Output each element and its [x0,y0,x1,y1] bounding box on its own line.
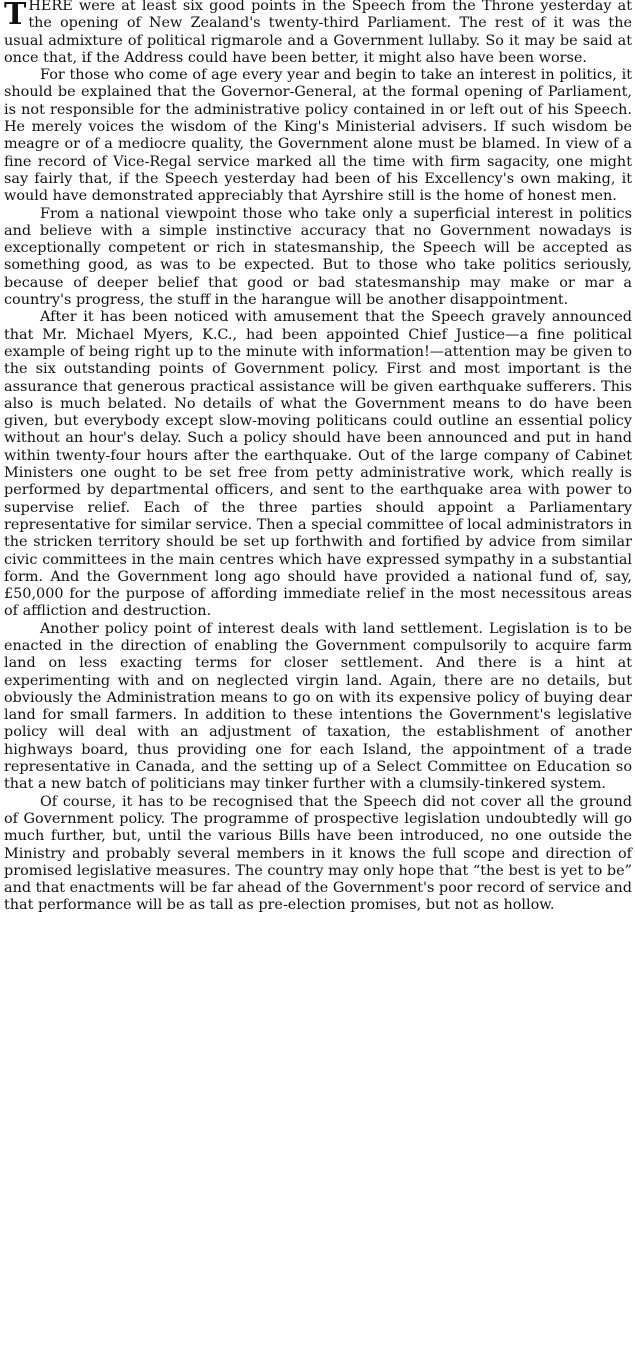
paragraph-6: Of course, it has to be recognised that the Speech did not cover all the ground of Government policy. The programme of prospective legislation undoubtedly will go much further, but, until the various Bills have been introduced, no one outside the Ministry and probably several members in it knows the full scope and direction of promised legislative measures. The country may only hope that “the best is yet to be” and that enactments will be far ahead of the Government's poor record of service and that performance will be as tall as pre-election promises, but not as hollow. [4,793,632,914]
paragraph-1 [4,0,632,67]
paragraph-3: From a national viewpoint those who take only a superficial interest in politics and believe with a simple instinctive accuracy that no Government nowadays is exceptionally competent or rich in statesmanship, the Speech will be accepted as something good, as was to be expected. But to those who take politics seriously, because of deeper belief that good or bad statesmanship may make or mar a country's progress, the stuff in the harangue will be another disappointment. [4,205,632,309]
paragraph-4: After it has been noticed with amusement that the Speech gravely announced that Mr. Michael Myers, K.C., had been appointed Chief Justice—a fine political example of being right up to the minute with information!—attention may be given to the six outstanding points of Government policy. First and most important is the assurance that generous practical assistance will be given earthquake sufferers. This also is much belated. No details of what the Government means to do have been given, but everybody except slow-moving politicans could outline an essential policy without an hour's delay. Such a policy should have been announced and put in hand within twenty-four hours after the earthquake. Out of the large company of Cabinet Ministers one ought to be set free from petty administrative work, which really is performed by departmental officers, and sent to the earthquake area with power to supervise relief. Each of the three parties should appoint a Parliamentary representative for similar service. Then a special committee of local administrators in the stricken territory should be set up forthwith and fortified by advice from similar civic committees in the main centres which have expressed sympathy in a substantial form. And the Government long ago should have provided a national fund of, say, £50,000 for the purpose of affording immediate relief in the most necessitous areas of affliction and destruction. [4,309,632,620]
paragraph-2: For those who come of age every year and begin to take an interest in politics, it should be explained that the Governor-General, at the formal opening of Parliament, is not responsible for the administrative policy contained in or left out of his Speech. He merely voices the wisdom of the King's Ministerial advisers. If such wisdom be meagre or of a mediocre quality, the Government alone must be blamed. In view of a fine record of Vice-Regal service marked all the time with firm sagacity, one might say fairly that, if the Speech yesterday had been of his Excellency's own making, it would have demonstrated appreciably that Ayrshire still is the home of honest men. [4,67,632,205]
paragraph-5: Another policy point of interest deals with land settlement. Legislation is to be enacted in the direction of enabling the Government compulsorily to acquire farm land on less exacting terms for closer settlement. And there is a hint at experimenting with and on neglected virgin land. Again, there are no details, but obviously the Administration means to go on with its expensive policy of buying dear land for small farmers. In addition to these intentions the Government's legislative policy will deal with an adjustment of taxation, the establishment of another highways board, thus providing one for each Island, the appointment of a trade representative in Canada, and the setting up of a Select Committee on Education so that a new batch of politicians may tinker further with a clumsily-tinkered system. [4,620,632,793]
drop-cap-letter: T [4,0,27,32]
paragraph-1-text: HERE were at least six good points in the Speech from the Throne yesterday at the opening of New Zealand's twenty-third Parliament. The rest of it was the usual admixture of political rigmarole and a Government lullaby. So it may be said at once that, if the Address could have been better, it might also have been worse. [4,0,632,66]
